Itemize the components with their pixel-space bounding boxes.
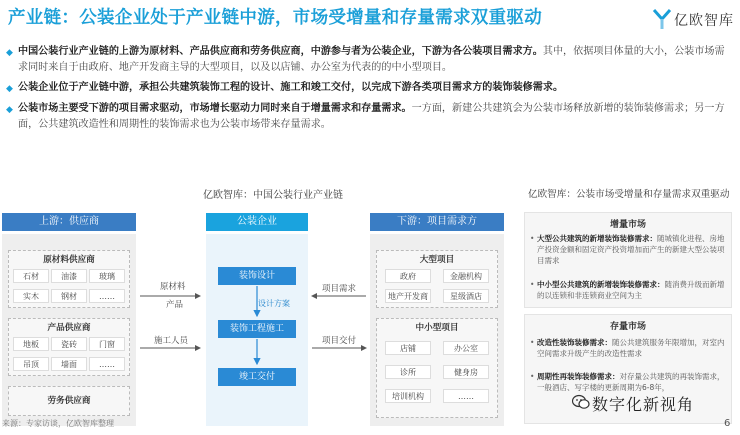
stock-item-1-text: 随公共建筑服务年限增加，对室内空间需求升级产生的改造性需求: [537, 338, 725, 358]
demand-item: 金融机构: [443, 269, 489, 283]
midstream-header: 公装企业: [206, 213, 308, 231]
large-project-title: 大型项目: [419, 255, 455, 265]
demand-label: 项目需求: [322, 284, 357, 294]
page-title: 产业链：公装企业处于产业链中游，市场受增量和存量需求双重驱动: [8, 8, 542, 28]
downstream-panel: [370, 234, 504, 426]
construction-step: 装饰工程施工: [218, 320, 296, 338]
large-project-group: [376, 250, 498, 308]
labor-title: 劳务供应商: [47, 396, 91, 406]
delivery-label: 项目交付: [322, 336, 357, 346]
market-panel-title: 亿欧智库：公装市场受增量和存量需求双重驱动: [528, 189, 730, 200]
supply-item: 玻璃: [89, 269, 125, 283]
product-title: 产品供应商: [47, 323, 91, 333]
bullet-list: [6, 44, 734, 133]
demand-item: 星级酒店: [443, 289, 489, 303]
chain-chart-title: 亿欧智库：中国公装行业产业链: [203, 190, 343, 201]
supply-item: 门窗: [89, 337, 125, 351]
stock-head: 存量市场: [609, 322, 646, 332]
downstream-header: 下游：项目需求方: [370, 213, 504, 231]
bullet-2-bold: 公装企业位于产业链中游，承担公共建筑装饰工程的设计、施工和竣工交付，以完成下游各类项目需求方的装饰装修需求。: [18, 81, 564, 93]
supply-item: 地板: [13, 337, 49, 351]
wechat-icon: [572, 394, 590, 410]
products-label: 产品: [166, 300, 184, 310]
demand-item: 政府: [385, 269, 431, 283]
incremental-box: [524, 212, 732, 308]
demand-item: 诊所: [385, 365, 431, 379]
upstream-panel: [2, 234, 136, 426]
demand-item: 地产开发商: [385, 289, 431, 303]
bullet-2: [6, 80, 734, 96]
delivery-step: 竣工交付: [218, 368, 296, 386]
raw-material-title: 原材料供应商: [43, 255, 95, 265]
incremental-item-1: [530, 233, 727, 266]
small-project-group: [376, 318, 498, 418]
bullet-dot-icon: •: [530, 372, 535, 381]
diamond-icon: ◆: [6, 83, 13, 94]
market-driver-panel: [518, 186, 738, 426]
incremental-item-2-text: 随消费升级而新增的以连锁和非连锁商业空间为主: [537, 280, 725, 300]
bullet-1: [6, 44, 734, 77]
demand-item: 店铺: [385, 341, 431, 355]
stock-item-2: [530, 371, 727, 393]
supply-item: ……: [89, 289, 125, 303]
product-group: [8, 318, 130, 376]
upstream-header: 上游：供应商: [2, 213, 136, 231]
logo-text: 亿欧智库: [674, 13, 734, 29]
stock-item-2-bold: 周期性再装饰装修需求：: [537, 372, 620, 381]
bullet-dot-icon: •: [530, 338, 535, 347]
bullet-1-rest: 其中，依据项目体量的大小，公装市场需求同时来自于由政府、地产开发商主导的大型项目，以及以店铺、办公室为代表的的中小型项目。: [18, 46, 725, 74]
source-note: 来源：专家访谈，亿欧智库整理: [2, 419, 114, 428]
bullet-dot-icon: •: [530, 234, 535, 243]
stock-item-1: [530, 337, 727, 359]
supply-item: ……: [89, 357, 125, 371]
watermark: 数字化新视角: [592, 395, 695, 414]
page-number: 6: [724, 418, 731, 429]
design-step: 装饰设计: [218, 267, 296, 285]
bullet-3-bold: 公装市场主要受下游的项目需求驱动，市场增长驱动力同时来自于增量需求和存量需求。: [18, 102, 412, 114]
stock-item-2-text: 对存量公共建筑的再装饰需求，一般酒店、写字楼的更新周期为6-8年，: [537, 372, 725, 392]
supply-item: 石材: [13, 269, 49, 283]
demand-item: 办公室: [443, 341, 489, 355]
raw-material-group: [8, 250, 130, 308]
diamond-icon: ◆: [6, 104, 13, 115]
incremental-item-2: [530, 279, 727, 301]
yiou-logo-icon: [652, 8, 672, 30]
brand-logo: [652, 6, 736, 34]
materials-label: 原材料: [160, 282, 186, 292]
bullet-1-bold: 中国公装行业产业链的上游为原材料、产品供应商和劳务供应商，中游参与者为公装企业，下游为各公装项目需求方。: [18, 46, 543, 57]
incremental-item-1-bold: 大型公共建筑的新增装饰装修需求：: [537, 234, 657, 243]
bullet-3: [6, 101, 734, 134]
supply-item: 吊顶: [13, 357, 49, 371]
small-project-title: 中小型项目: [415, 323, 459, 333]
demand-item: ……: [443, 389, 489, 403]
supply-item: 油漆: [51, 269, 87, 283]
supply-item: 墙面: [51, 357, 87, 371]
diamond-icon: ◆: [6, 48, 13, 58]
demand-item: 健身房: [443, 365, 489, 379]
labor-label: 施工人员: [154, 336, 189, 346]
bullet-dot-icon: •: [530, 280, 535, 289]
supply-item: 瓷砖: [51, 337, 87, 351]
design-plan-label: 设计方案: [258, 299, 290, 308]
demand-item: 培训机构: [385, 389, 431, 403]
supply-item: 钢材: [51, 289, 87, 303]
bullet-3-rest: 一方面，新建公共建筑会为公装市场释放新增的装饰装修需求；另一方面，公共建筑改造性和周期性的装饰需求也为公装市场带来存量需求。: [18, 102, 725, 131]
stock-item-1-bold: 改造性装饰装修需求：: [537, 338, 612, 347]
supply-item: 实木: [13, 289, 49, 303]
incremental-head: 增量市场: [609, 220, 646, 230]
incremental-item-2-bold: 中小型公共建筑的新增装饰装修需求：: [537, 280, 665, 289]
labor-group: [8, 386, 130, 416]
incremental-item-1-text: 随城镇化进程、房地产投资金额和固定资产投资增加而产生的新建大型公装项目需求: [537, 234, 725, 265]
